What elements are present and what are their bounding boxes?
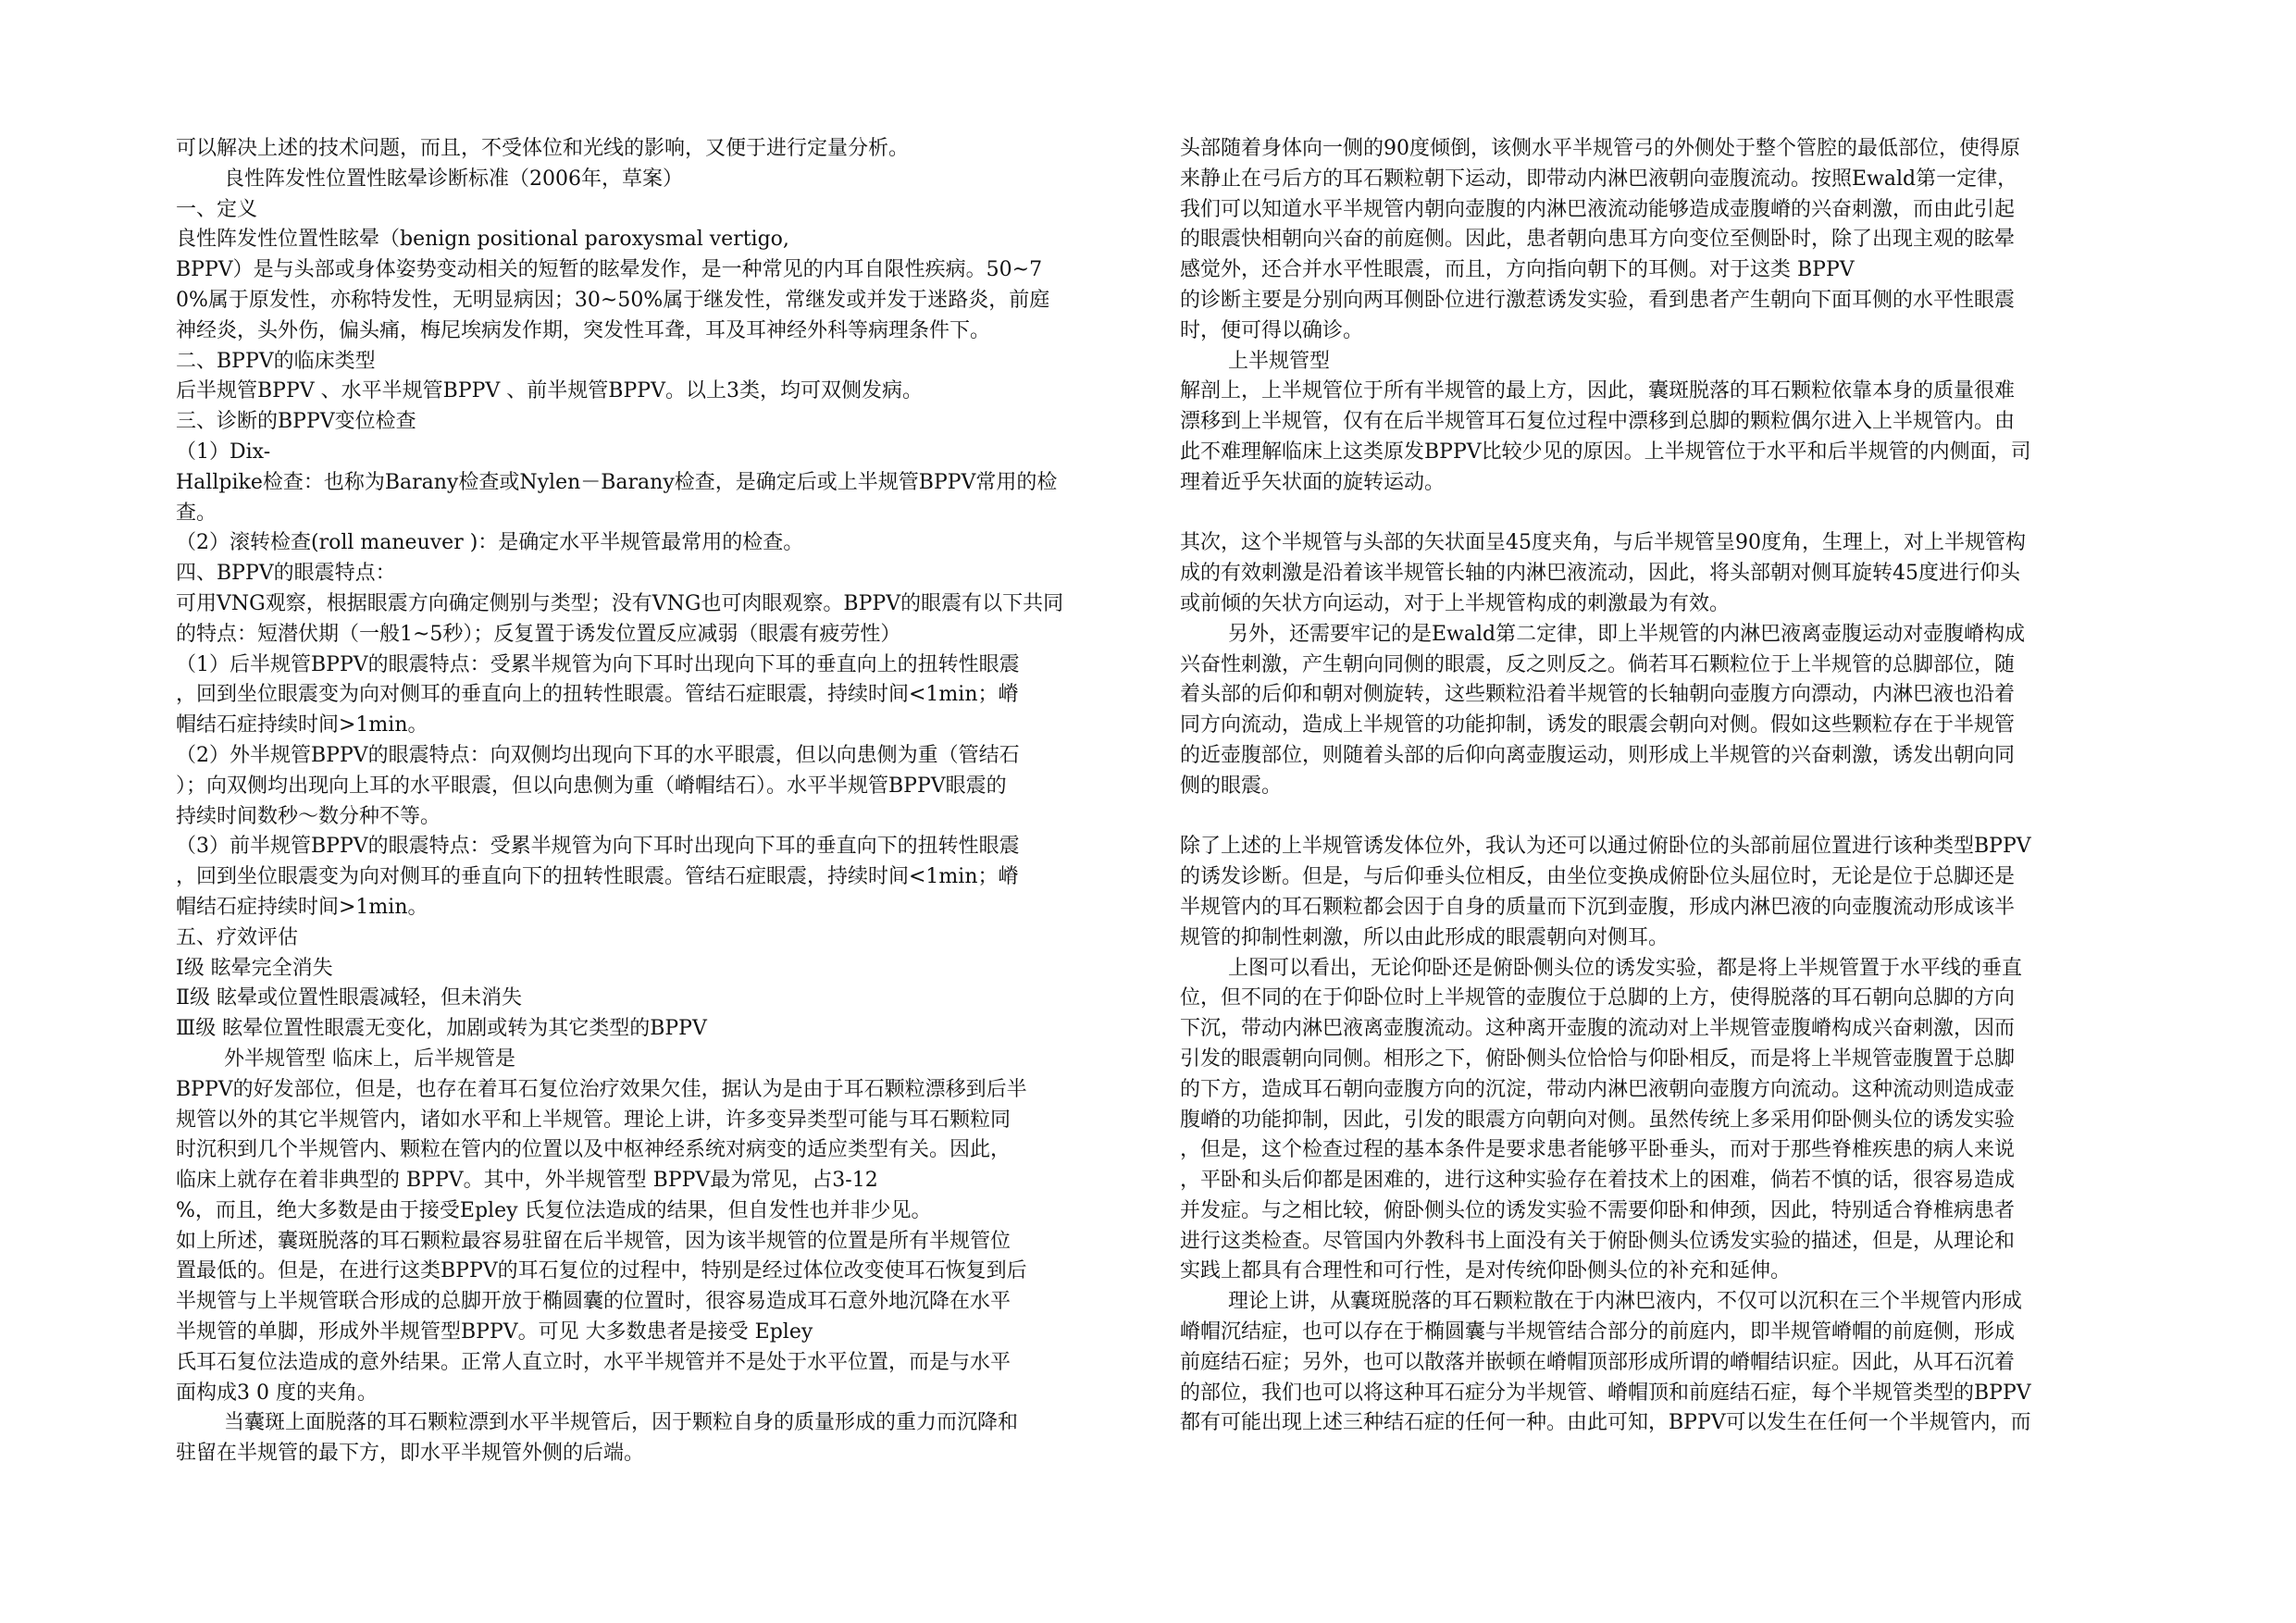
text-line: 半规管的单脚，形成外半规管型BPPV。可见 大多数患者是接受 Epley	[176, 1320, 813, 1344]
text-line: 其次，这个半规管与头部的矢状面呈45度夹角，与后半规管呈90度角，生理上，对上半规管构	[1180, 531, 2026, 555]
text-line: 良性阵发性位置性眩晕诊断标准（2006年，草案）	[224, 167, 683, 191]
text-line: 下沉，带动内淋巴液离壶腹流动。这种离开壶腹的流动对上半规管壶腹嵴构成兴奋刺激，因而	[1180, 1017, 2016, 1041]
text-line: 并发症。与之相比较，俯卧侧头位的诱发实验不需要仰卧和伸颈，因此，特别适合脊椎病患者	[1180, 1198, 2016, 1222]
text-line: 0%属于原发性，亦称特发性，无明显病因；30~50%属于继发性，常继发或并发于迷路炎，前庭	[176, 288, 1050, 312]
text-line: 五、疗效评估	[176, 925, 299, 949]
text-line: 实践上都具有合理性和可行性，是对传统仰卧侧头位的补充和延伸。	[1180, 1259, 1792, 1283]
text-line: 可用VNG观察，根据眼震方向确定侧别与类型；没有VNG也可肉眼观察。BPPV的眼震有以下共同	[176, 591, 1064, 615]
text-line: 规管的抑制性刺激，所以由此形成的眼震朝向对侧耳。	[1180, 925, 1669, 949]
right-column	[1180, 134, 2147, 1439]
text-line: 上半规管型	[1228, 349, 1331, 373]
text-line: 的特点：短潜伏期（一般1~5秒）；反复置于诱发位置反应减弱（眼震有疲劳性）	[176, 622, 901, 646]
text-line: 的诊断主要是分别向两耳侧卧位进行激惹诱发实验，看到患者产生朝向下面耳侧的水平性眼震	[1180, 288, 2016, 312]
text-line: 感觉外，还合并水平性眼震，而且，方向指向朝下的耳侧。对于这类 BPPV	[1180, 258, 1855, 282]
text-line: 成的有效刺激是沿着该半规管长轴的内淋巴液流动，因此，将头部朝对侧耳旋转45度进行仰头	[1180, 562, 2020, 586]
text-line: 理着近乎矢状面的旋转运动。	[1180, 470, 1446, 494]
text-line: Ⅰ级 眩晕完全消失	[176, 956, 333, 980]
text-line: 半规管与上半规管联合形成的总脚开放于椭圆囊的位置时，很容易造成耳石意外地沉降在水平	[176, 1290, 1011, 1314]
text-line: 我们可以知道水平半规管内朝向壶腹的内淋巴液流动能够造成壶腹嵴的兴奋刺激，而由此引起	[1180, 197, 2016, 221]
text-line: 除了上述的上半规管诱发体位外，我认为还可以通过俯卧位的头部前屈位置进行该种类型BPPV	[1180, 835, 2031, 859]
text-line: 的部位，我们也可以将这种耳石症分为半规管、嵴帽顶和前庭结石症，每个半规管类型的BPPV	[1180, 1381, 2031, 1405]
left-column	[176, 134, 1143, 1469]
text-line	[1180, 802, 2147, 833]
text-line: 二、BPPV的临床类型	[176, 349, 376, 373]
text-line: 的眼震快相朝向兴奋的前庭侧。因此，患者朝向患耳方向变位至侧卧时，除了出现主观的眩晕	[1180, 228, 2016, 252]
text-line	[1180, 499, 2147, 529]
text-line: 另外，还需要牢记的是Ewald第二定律，即上半规管的内淋巴液离壶腹运动对壶腹嵴构成	[1228, 622, 2026, 646]
text-line: 上图可以看出，无论仰卧还是俯卧侧头位的诱发实验，都是将上半规管置于水平线的垂直	[1228, 956, 2023, 980]
text-line: 漂移到上半规管，仅有在后半规管耳石复位过程中漂移到总脚的颗粒偶尔进入上半规管内。由	[1180, 410, 2016, 434]
text-line: 嵴帽沉结症，也可以存在于椭圆囊与半规管结合部分的前庭内，即半规管嵴帽的前庭侧，形成	[1180, 1320, 2016, 1344]
text-line: 腹嵴的功能抑制，因此，引发的眼震方向朝向对侧。虽然传统上多采用仰卧侧头位的诱发实验	[1180, 1108, 2016, 1132]
text-line: 兴奋性刺激，产生朝向同侧的眼震，反之则反之。倘若耳石颗粒位于上半规管的总脚部位，随	[1180, 652, 2016, 676]
text-line: 持续时间数秒～数分种不等。	[176, 804, 441, 828]
text-line: ，平卧和头后仰都是困难的，进行这种实验存在着技术上的困难，倘若不慎的话，很容易造成	[1180, 1169, 2016, 1193]
text-line: 的诱发诊断。但是，与后仰垂头位相反，由坐位变换成俯卧位头屈位时，无论是位于总脚还是	[1180, 865, 2016, 889]
text-line: 的下方，造成耳石朝向壶腹方向的沉淀，带动内淋巴液朝向壶腹方向流动。这种流动则造成壶	[1180, 1077, 2016, 1101]
text-line: ，但是，这个检查过程的基本条件是要求患者能够平卧垂头，而对于那些脊椎疾患的病人来说	[1180, 1138, 2016, 1162]
text-line: 三、诊断的BPPV变位检查	[176, 410, 416, 434]
text-line: 四、BPPV的眼震特点：	[176, 562, 396, 586]
text-line: BPPV）是与头部或身体姿势变动相关的短暂的眩晕发作，是一种常见的内耳自限性疾病。50~7	[176, 258, 1043, 282]
text-line: 外半规管型 临床上，后半规管是	[224, 1047, 515, 1071]
text-line: %，而且，绝大多数是由于接受Epley 氏复位法造成的结果，但自发性也并非少见。	[176, 1198, 932, 1222]
text-line: 氏耳石复位法造成的意外结果。正常人直立时，水平半规管并不是处于水平位置，而是与水平	[176, 1350, 1011, 1374]
text-line: 时沉积到几个半规管内、颗粒在管内的位置以及中枢神经系统对病变的适应类型有关。因此，	[176, 1138, 1011, 1162]
text-line: （1）Dix-	[176, 440, 271, 464]
text-line: 驻留在半规管的最下方，即水平半规管外侧的后端。	[176, 1442, 645, 1466]
text-line: 帽结石症持续时间>1min。	[176, 713, 428, 737]
text-line: （3）前半规管BPPV的眼震特点：受累半规管为向下耳时出现向下耳的垂直向下的扭转性眼震	[176, 835, 1020, 859]
text-line: 面构成3 0 度的夹角。	[176, 1381, 378, 1405]
text-line: 帽结石症持续时间>1min。	[176, 895, 428, 919]
text-line: 同方向流动，造成上半规管的功能抑制，诱发的眼震会朝向对侧。假如这些颗粒存在于半规管	[1180, 713, 2016, 737]
text-line: 位，但不同的在于仰卧位时上半规管的壶腹位于总脚的上方，使得脱落的耳石朝向总脚的方向	[1180, 986, 2016, 1010]
text-line: 此不难理解临床上这类原发BPPV比较少见的原因。上半规管位于水平和后半规管的内侧面，司	[1180, 440, 2031, 464]
text-line: 都有可能出现上述三种结石症的任何一种。由此可知，BPPV可以发生在任何一个半规管内，而	[1180, 1411, 2031, 1435]
text-line: 进行这类检查。尽管国内外教科书上面没有关于俯卧侧头位诱发实验的描述，但是，从理论和	[1180, 1229, 2016, 1253]
text-line: ，回到坐位眼震变为向对侧耳的垂直向上的扭转性眼震。管结石症眼震，持续时间<1min；嵴	[176, 683, 1019, 707]
text-line: 神经炎，头外伤，偏头痛，梅尼埃病发作期，突发性耳聋，耳及耳神经外科等病理条件下。	[176, 318, 991, 342]
text-line: 的近壶腹部位，则随着头部的后仰向离壶腹运动，则形成上半规管的兴奋刺激，诱发出朝向同	[1180, 743, 2016, 767]
text-line: 临床上就存在着非典型的 BPPV。其中，外半规管型 BPPV最为常见，占3-12	[176, 1169, 878, 1193]
text-line: 如上所述，囊斑脱落的耳石颗粒最容易驻留在后半规管，因为该半规管的位置是所有半规管位	[176, 1229, 1011, 1253]
text-line: 头部随着身体向一侧的90度倾倒，该侧水平半规管弓的外侧处于整个管腔的最低部位，使得原	[1180, 137, 2020, 160]
text-line: （2）滚转检查(roll maneuver )：是确定水平半规管最常用的检查。	[176, 531, 804, 555]
text-line: 可以解决上述的技术问题，而且，不受体位和光线的影响，又便于进行定量分析。	[176, 137, 910, 160]
text-line: 解剖上，上半规管位于所有半规管的最上方，因此，囊斑脱落的耳石颗粒依靠本身的质量很难	[1180, 379, 2016, 403]
text-line: ，回到坐位眼震变为向对侧耳的垂直向下的扭转性眼震。管结石症眼震，持续时间<1min；嵴	[176, 865, 1019, 889]
text-line: 规管以外的其它半规管内，诸如水平和上半规管。理论上讲，许多变异类型可能与耳石颗粒同	[176, 1108, 1011, 1132]
text-line: 查。	[176, 501, 217, 525]
text-line: 前庭结石症；另外，也可以散落并嵌顿在嵴帽顶部形成所谓的嵴帽结识症。因此，从耳石沉着	[1180, 1350, 2016, 1374]
text-line: 引发的眼震朝向同侧。相形之下，俯卧侧头位恰恰与仰卧相反，而是将上半规管壶腹置于总脚	[1180, 1047, 2016, 1071]
text-line: 着头部的后仰和朝对侧旋转，这些颗粒沿着半规管的长轴朝向壶腹方向漂动，内淋巴液也沿着	[1180, 683, 2016, 707]
text-line: 或前倾的矢状方向运动，对于上半规管构成的刺激最为有效。	[1180, 591, 1731, 615]
text-line: 当囊斑上面脱落的耳石颗粒漂到水平半规管后，因于颗粒自身的质量形成的重力而沉降和	[224, 1411, 1019, 1435]
text-line: Ⅱ级 眩晕或位置性眼震减轻，但未消失	[176, 986, 522, 1010]
text-line: 一、定义	[176, 197, 258, 221]
text-line: （1）后半规管BPPV的眼震特点：受累半规管为向下耳时出现向下耳的垂直向上的扭转性眼震	[176, 652, 1020, 676]
text-line: ）；向双侧均出现向上耳的水平眼震，但以向患侧为重（嵴帽结石）。水平半规管BPPV眼震的	[176, 774, 1007, 798]
text-line: （2）外半规管BPPV的眼震特点：向双侧均出现向下耳的水平眼震，但以向患侧为重（管结石	[176, 743, 1020, 767]
text-line: 后半规管BPPV 、水平半规管BPPV 、前半规管BPPV。以上3类，均可双侧发病。	[176, 379, 923, 403]
text-line: 来静止在弓后方的耳石颗粒朝下运动，即带动内淋巴液朝向壶腹流动。按照Ewald第一定律，	[1180, 167, 2018, 191]
text-line: 良性阵发性位置性眩晕（benign positional paroxysmal vertigo,	[176, 228, 789, 252]
text-line: 侧的眼震。	[1180, 774, 1283, 798]
text-line: 时，便可得以确诊。	[1180, 318, 1364, 342]
text-line: 理论上讲，从囊斑脱落的耳石颗粒散在于内淋巴液内，不仅可以沉积在三个半规管内形成	[1228, 1290, 2023, 1314]
text-line: Ⅲ级 眩晕位置性眼震无变化，加剧或转为其它类型的BPPV	[176, 1017, 707, 1041]
text-line: 置最低的。但是，在进行这类BPPV的耳石复位的过程中，特别是经过体位改变使耳石恢复到后	[176, 1259, 1027, 1283]
text-line: Hallpike检查：也称为Barany检查或Nylen－Barany检查，是确定后或上半规管BPPV常用的检	[176, 470, 1058, 494]
text-line: BPPV的好发部位，但是，也存在着耳石复位治疗效果欠佳，据认为是由于耳石颗粒漂移到后半	[176, 1077, 1027, 1101]
text-line: 半规管内的耳石颗粒都会因于自身的质量而下沉到壶腹，形成内淋巴液的向壶腹流动形成该半	[1180, 895, 2016, 919]
